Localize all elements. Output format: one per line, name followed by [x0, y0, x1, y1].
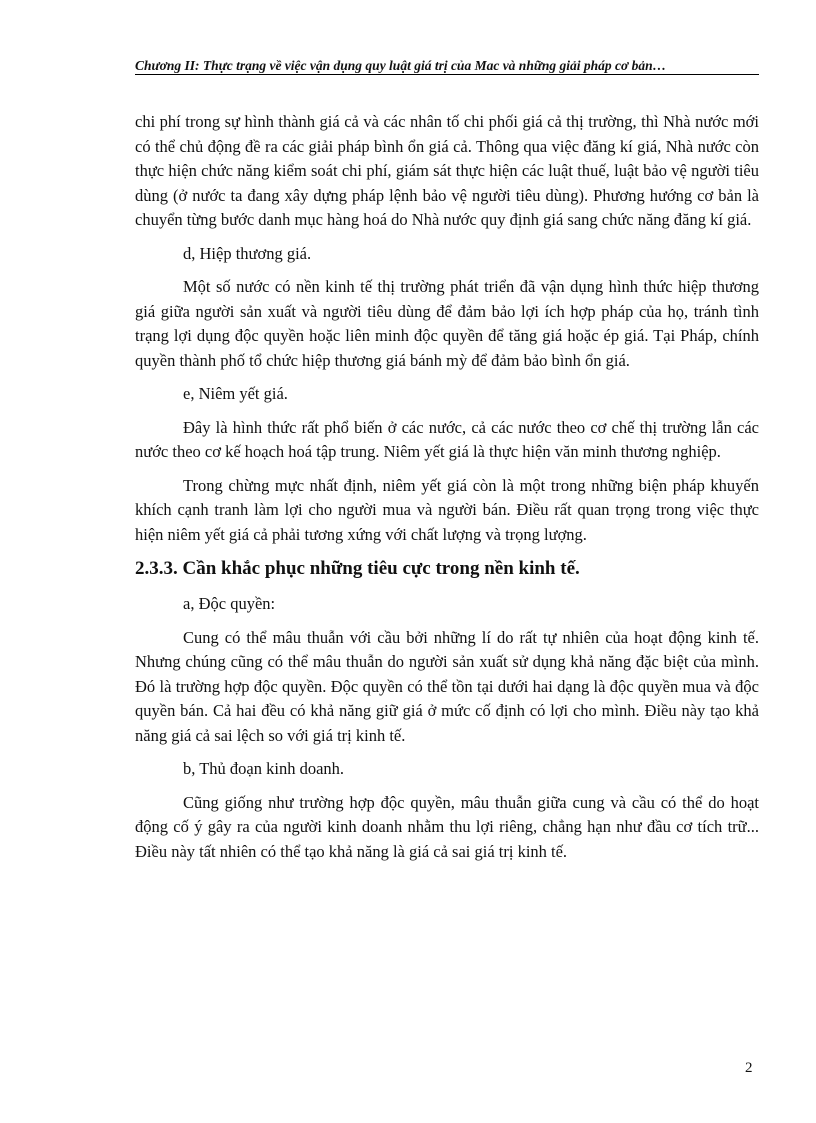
paragraph-1: chi phí trong sự hình thành giá cả và các nhân tố chi phối giá cả thị trường, thì Nhà nước mới có thể chủ động đề ra các giải pháp bình ổn giá cả. Thông qua việc đăng kí giá, Nhà nước còn thực hiện chức năng kiểm soát chi phí, giám sát thực hiện các luật thuế, luật bảo vệ người tiêu dùng (ở nước ta đang xây dựng pháp lệnh bảo vệ người tiêu dùng). Phương hướng cơ bản là chuyển từng bước danh mục hàng hoá do Nhà nước quy định giá sang chức năng đăng kí giá.: [135, 112, 759, 229]
paragraph-5: Cung có thể mâu thuẫn với cầu bởi những lí do rất tự nhiên của hoạt động kinh tế. Nhưng chúng cũng có thể mâu thuẫn do người sản xuất sử dụng khả năng đặc biệt của mình. Đó là trường hợp độc quyền. Độc quyền có thể tồn tại dưới hai dạng là độc quyền mua và độc quyền bán. Cả hai đều có khả năng giữ giá ở mức cố định có lợi cho mình. Điều này tạo khả năng giá cả sai lệch so với giá trị kinh tế.: [135, 627, 759, 745]
page-body: [135, 110, 759, 873]
paragraph-2: Một số nước có nền kinh tế thị trường phát triển đã vận dụng hình thức hiệp thương giá giữa người sản xuất và người tiêu dùng để đảm bảo lợi ích hợp pháp của họ, tránh tình trạng lợi dụng độc quyền hoặc liên minh độc quyền để tăng giá hoặc ép giá. Tại Pháp, chính quyền thành phố tổ chức hiệp thương giá bánh mỳ để đảm bảo bình ổn giá.: [135, 277, 759, 370]
paragraph-4: Trong chừng mực nhất định, niêm yết giá còn là một trong những biện pháp khuyến khích cạnh tranh làm lợi cho người mua và người bán. Điều rất quan trọng trong việc thực hiện niêm yết giá cả phải tương xứng với chất lượng và trọng lượng.: [135, 475, 759, 544]
page-number: 2: [745, 1060, 753, 1076]
subheading-d: d, Hiệp thương giá.: [183, 243, 312, 263]
subheading-e: e, Niêm yết giá.: [183, 384, 288, 403]
paragraph-3: Đây là hình thức rất phổ biến ở các nước, cả các nước theo cơ chế thị trường lẫn các nước theo cơ kế hoạch hoá tập trung. Niêm yết giá là thực hiện văn minh thương nghiệp.: [135, 417, 759, 461]
paragraph-6: Cũng giống như trường hợp độc quyền, mâu thuẫn giữa cung và cầu có thể do hoạt động cố ý gây ra của người kinh doanh nhằm thu lợi riêng, chẳng hạn như đầu cơ tích trữ... Điều này tất nhiên có thể tạo khả năng là giá cả sai giá trị kinh tế.: [135, 792, 759, 861]
subheading-b: b, Thủ đoạn kinh doanh.: [183, 759, 345, 778]
running-header: Chương II: Thực trạng về việc vận dụng quy luật giá trị của Mac và những giải pháp cơ bản…: [135, 58, 759, 75]
subheading-a: a, Độc quyền:: [183, 594, 276, 613]
section-title: 2.3.3. Cần khắc phục những tiêu cực trong nền kinh tế.: [135, 558, 580, 579]
